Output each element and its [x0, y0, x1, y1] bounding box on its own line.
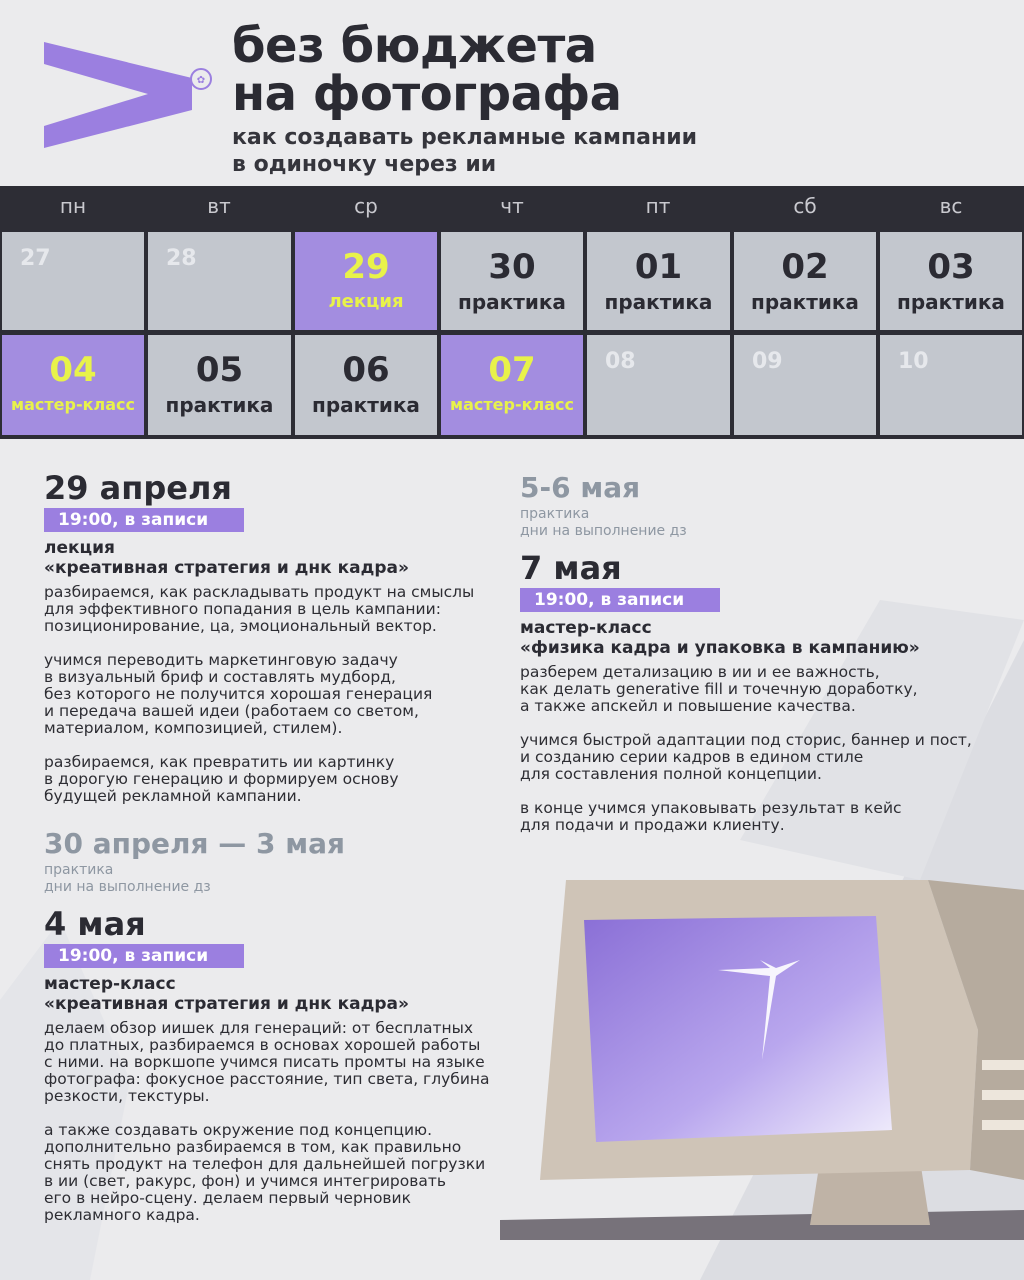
day-number: 08 — [605, 349, 636, 374]
text-line: резкости, текстуры. — [44, 1087, 210, 1105]
text-line: с ними. на воркшопе учимся писать промты на языке — [44, 1053, 485, 1071]
brand-chevron-logo — [44, 42, 192, 148]
day-label: практика — [897, 290, 1005, 314]
day-number: 29 — [342, 247, 390, 287]
weekday-tue: вт — [207, 194, 231, 218]
paragraph — [520, 664, 1000, 715]
weekday-sat: сб — [793, 194, 817, 218]
section-date: 4 мая — [44, 905, 146, 943]
text-line: разберем детализацию в ии и ее важность, — [520, 663, 880, 681]
paragraph — [44, 584, 514, 635]
calendar-day-28 — [148, 232, 291, 330]
paragraph — [44, 1122, 514, 1224]
calendar-day-03 — [880, 232, 1022, 330]
text-line: учимся быстрой адаптации под сторис, баннер и пост, — [520, 731, 972, 749]
paragraph — [520, 800, 1000, 834]
calendar-day-02 — [734, 232, 876, 330]
section-date: 30 апреля — 3 мая — [44, 827, 345, 860]
calendar-day-05 — [148, 335, 291, 435]
heading-line: «креативная стратегия и днк кадра» — [44, 994, 409, 1014]
day-label: практика — [165, 393, 274, 417]
calendar-day-10 — [880, 335, 1022, 435]
text-line: и созданию серии кадров в едином стиле — [520, 748, 864, 766]
day-number: 06 — [342, 350, 390, 390]
text-line: делаем обзор иишек для генераций: от бесплатных — [44, 1019, 474, 1037]
day-label: практика — [751, 290, 859, 314]
text-line: его в нейро-сцену. делаем первый черновик — [44, 1189, 411, 1207]
heading-line: «физика кадра и упаковка в кампанию» — [520, 638, 920, 658]
calendar — [0, 186, 1024, 439]
calendar-day-07 — [441, 335, 583, 435]
text-line: материалом, композицией, стилем). — [44, 719, 343, 737]
text-line: для эффективного попадания в цель кампании: — [44, 600, 441, 618]
retro-computer-illustration — [500, 880, 1024, 1280]
page-title — [232, 18, 622, 122]
day-number: 30 — [488, 247, 536, 287]
heading-line: мастер-класс — [520, 618, 652, 638]
day-number: 09 — [752, 349, 783, 374]
day-label: практика — [458, 290, 566, 314]
calendar-weekdays — [0, 186, 1024, 228]
section-heading — [44, 538, 514, 578]
text-line: а также создавать окружение под концепцию. — [44, 1121, 433, 1139]
calendar-day-09 — [734, 335, 876, 435]
calendar-day-06 — [295, 335, 437, 435]
note-line: практика — [44, 862, 114, 878]
day-label: лекция — [328, 291, 404, 312]
section-practice-2 — [520, 470, 1000, 540]
day-label: мастер-класс — [450, 395, 574, 414]
day-number: 01 — [634, 247, 683, 287]
section-date: 29 апреля — [44, 469, 232, 507]
note-line: практика — [520, 506, 590, 522]
weekday-wed: ср — [354, 194, 378, 218]
paragraph — [520, 732, 1000, 783]
note-line: дни на выполнение дз — [520, 523, 687, 539]
text-line: в визуальный бриф и составлять мудборд, — [44, 668, 396, 686]
text-line: фотографа: фокусное расстояние, тип света, глубина — [44, 1070, 490, 1088]
section-date: 7 мая — [520, 549, 622, 587]
calendar-day-30 — [441, 232, 583, 330]
section-note — [44, 862, 514, 896]
day-number: 27 — [20, 246, 51, 271]
page-subtitle — [232, 124, 697, 178]
section-date: 5-6 мая — [520, 471, 641, 504]
text-line: снять продукт на телефон для дальнейшей погрузки — [44, 1155, 486, 1173]
calendar-day-27 — [2, 232, 144, 330]
text-line: а также апскейл и повышение качества. — [520, 697, 856, 715]
weekday-fri: пт — [645, 194, 671, 218]
day-number: 03 — [927, 247, 975, 287]
paragraph — [44, 652, 514, 737]
time-badge: 19:00, в записи — [44, 508, 244, 532]
day-number: 10 — [898, 349, 929, 374]
subtitle-line-2: в одиночку через ии — [232, 152, 497, 177]
text-line: до платных, разбираемся в основах хорошей работы — [44, 1036, 481, 1054]
section-apr29 — [44, 470, 514, 805]
title-line-2: на фотографа — [232, 66, 622, 122]
text-line: без которого не получится хорошая генерация — [44, 685, 433, 703]
text-line: позиционирование, ца, эмоциональный вектор. — [44, 617, 437, 635]
title-line-1: без бюджета — [232, 18, 597, 74]
calendar-day-04 — [2, 335, 144, 435]
text-line: рекламного кадра. — [44, 1206, 200, 1224]
day-number: 02 — [781, 247, 829, 287]
calendar-day-08 — [587, 335, 730, 435]
text-line: дополнительно разбираемся в том, как правильно — [44, 1138, 462, 1156]
section-may7 — [520, 550, 1000, 834]
brand-seal-icon: ✿ — [190, 68, 212, 90]
day-number: 05 — [195, 350, 244, 390]
day-number: 07 — [488, 350, 536, 390]
section-heading — [520, 618, 1000, 658]
section-note — [520, 506, 1000, 540]
text-line: как делать generative fill и точечную доработку, — [520, 680, 918, 698]
day-label: мастер-класс — [11, 395, 135, 414]
text-line: в ии (свет, ракурс, фон) и учимся интегрировать — [44, 1172, 447, 1190]
heading-line: лекция — [44, 538, 115, 558]
text-line: будущей рекламной кампании. — [44, 787, 302, 805]
text-line: для подачи и продажи клиенту. — [520, 816, 785, 834]
time-badge: 19:00, в записи — [44, 944, 244, 968]
day-label: практика — [604, 290, 713, 314]
text-line: для составления полной концепции. — [520, 765, 822, 783]
calendar-day-29 — [295, 232, 437, 330]
weekday-thu: чт — [500, 194, 524, 218]
heading-line: мастер-класс — [44, 974, 176, 994]
day-label: практика — [312, 393, 420, 417]
section-practice-1 — [44, 826, 514, 896]
section-may4 — [44, 906, 514, 1224]
weekday-sun: вс — [939, 194, 963, 218]
time-badge: 19:00, в записи — [520, 588, 720, 612]
calendar-day-01 — [587, 232, 730, 330]
text-line: разбираемся, как превратить ии картинку — [44, 753, 395, 771]
weekday-mon: пн — [59, 194, 87, 218]
text-line: и передача вашей идеи (работаем со светом, — [44, 702, 419, 720]
day-number: 04 — [49, 350, 97, 390]
heading-line: «креативная стратегия и днк кадра» — [44, 558, 409, 578]
section-heading — [44, 974, 514, 1014]
note-line: дни на выполнение дз — [44, 879, 211, 895]
text-line: учимся переводить маркетинговую задачу — [44, 651, 398, 669]
paragraph — [44, 754, 514, 805]
text-line: в конце учимся упаковывать результат в кейс — [520, 799, 902, 817]
subtitle-line-1: как создавать рекламные кампании — [232, 125, 698, 150]
paragraph — [44, 1020, 514, 1105]
text-line: в дорогую генерацию и формируем основу — [44, 770, 399, 788]
day-number: 28 — [166, 246, 197, 271]
text-line: разбираемся, как раскладывать продукт на смыслы — [44, 583, 475, 601]
